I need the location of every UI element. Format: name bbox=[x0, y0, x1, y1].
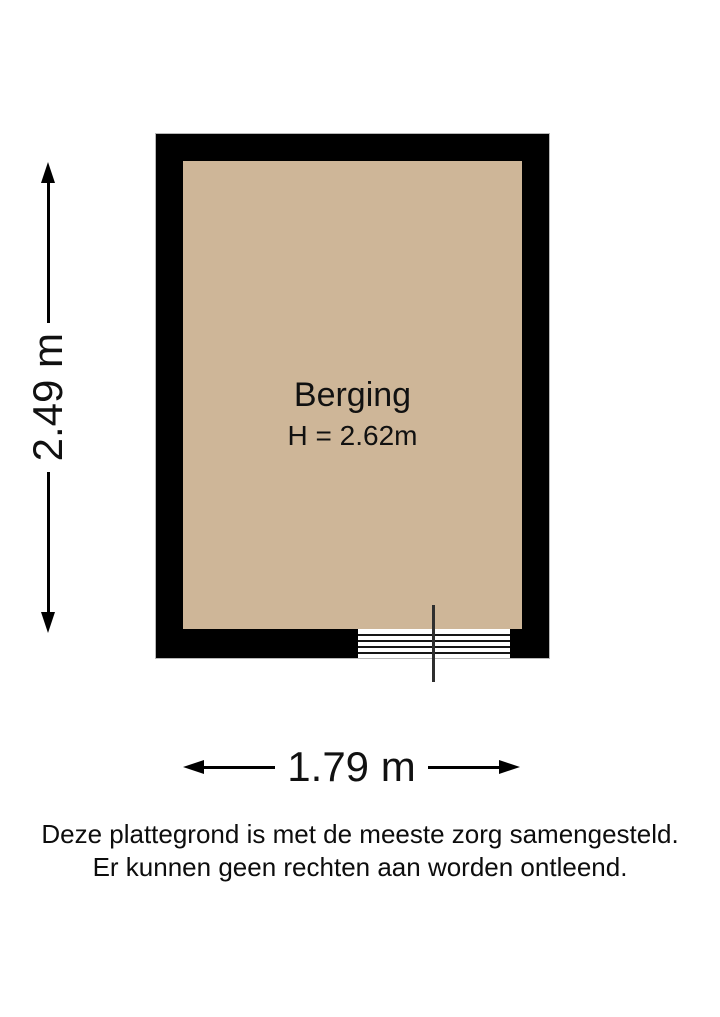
room-name-label: Berging bbox=[293, 376, 412, 414]
height-dimension-label: 2.49 m bbox=[24, 333, 71, 462]
arrow-left-icon bbox=[183, 760, 204, 774]
disclaimer bbox=[0, 818, 720, 884]
width-dimension-label: 1.79 m bbox=[287, 743, 416, 790]
dimension-line bbox=[204, 766, 275, 769]
disclaimer-line-2: Er kunnen geen rechten aan worden ontleend. bbox=[92, 852, 628, 882]
arrow-down-icon bbox=[41, 612, 55, 633]
arrow-up-icon bbox=[41, 162, 55, 183]
dimension-line bbox=[47, 183, 50, 323]
disclaimer-line-1: Deze plattegrond is met de meeste zorg samengesteld. bbox=[41, 819, 679, 849]
room-ceiling-height-label: H = 2.62m bbox=[287, 419, 418, 451]
dimension-line bbox=[47, 472, 50, 612]
width-dimension bbox=[183, 745, 520, 789]
dimension-line bbox=[428, 766, 499, 769]
room-label-group bbox=[183, 375, 522, 452]
door-center-line bbox=[432, 605, 435, 682]
height-dimension bbox=[24, 162, 71, 633]
arrow-right-icon bbox=[499, 760, 520, 774]
